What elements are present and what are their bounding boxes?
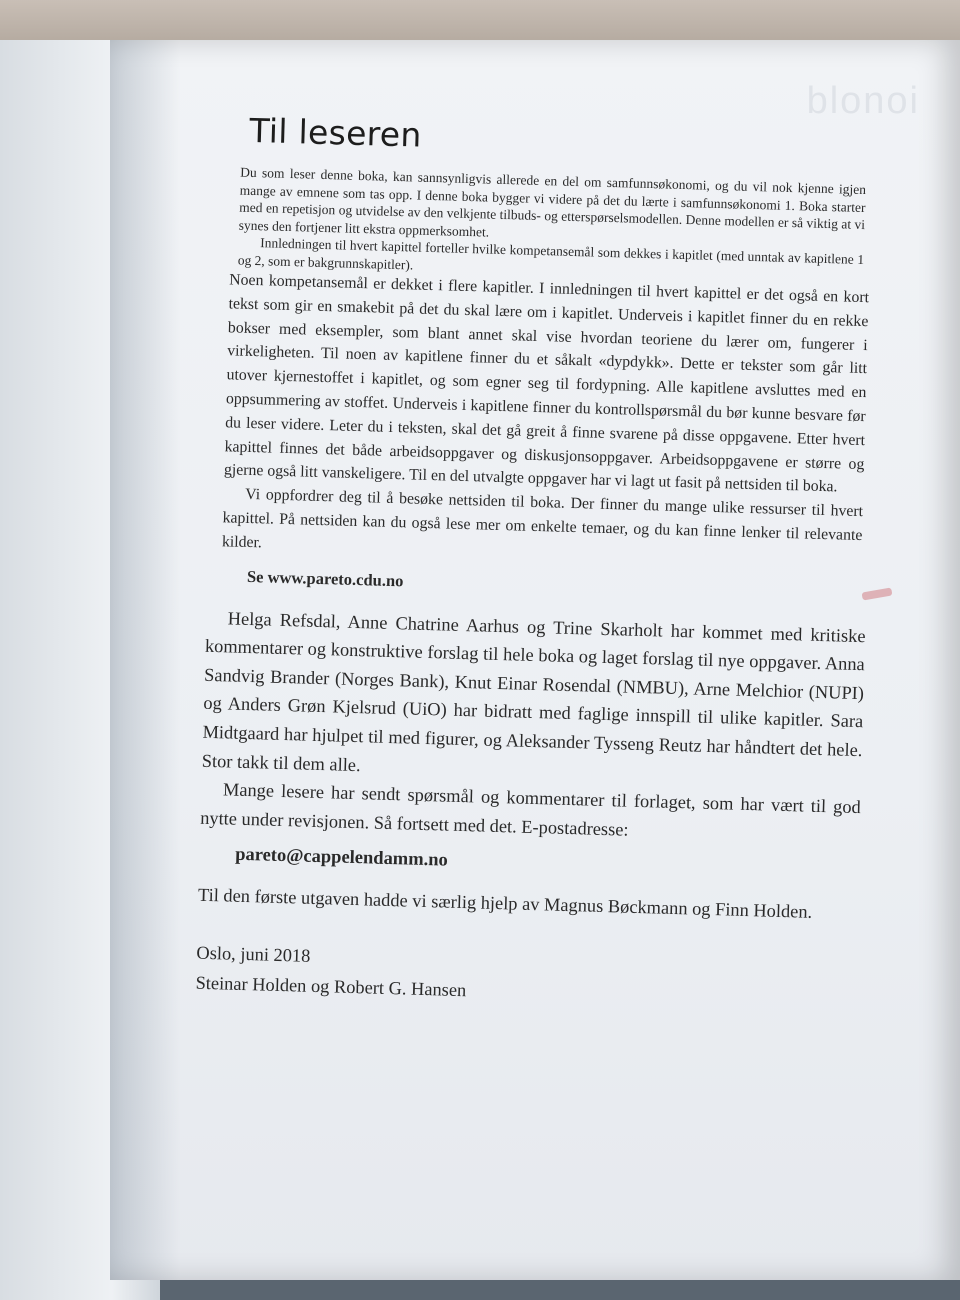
thanks-paragraph-1: Helga Refsdal, Anne Chatrine Aarhus og Trine Skarholt har kommet med kritiske kommentarer og konstruktive forslag til hele boka og laget forslag til nye oppgaver. Anna Sandvig Brander (Norges Bank), Knut Einar Rosendal (NMBU), Arne Melchior (NUPI) og Anders Grøn Kjelsrud (UiO) har bidratt med faglige innspill til ulike kapitler. Sara Midtgaard har hjulpet til med figurer, og Aleksander Tysseng Reutz har håndtert det hele. Stor takk til dem alle.: [201, 607, 866, 775]
website-reference: Se www.pareto.cdu.no: [246, 566, 404, 590]
place-date: Oslo, juni 2018: [196, 942, 311, 966]
page-gutter-shadow: [110, 40, 180, 1280]
first-edition-paragraph: Til den første utgaven hadde vi særlig hjelp av Magnus Bøckmann og Finn Holden.: [197, 885, 813, 923]
signature-block: [195, 938, 856, 1016]
intro-paragraph-2: Innledningen til hvert kapittel forteller hvilke kompetansemål som dekkes i kapitlet (med unntak av kapitlene 1 og 2, som er bakgrunnskapitler).: [237, 235, 865, 272]
intro-block: [216, 163, 879, 286]
intro-paragraph-1: Du som leser denne boka, kan sannsynligvis allerede en del om samfunnsøkonomi, og du vil nok kjenne igjen mange av emnene som tas opp. I denne boka bygger vi videre på det du lærte i samfunnsøkonomi 1. Boka starter med en repetisjon og utvidelse av den velkjente tilbuds- og etterspørselsmodellen. Denne modellen er så viktig at vi synes den fortjener litt ekstra oppmerksomhet.: [238, 164, 867, 240]
body-block: [208, 268, 876, 572]
book-page: [110, 40, 960, 1280]
show-through-header: blonoi: [806, 80, 920, 122]
first-edition-block: [198, 881, 859, 928]
page-content: [195, 110, 880, 1016]
authors: Steinar Holden og Robert G. Hansen: [195, 972, 467, 1001]
email-address: pareto@cappelendamm.no: [234, 845, 449, 871]
body-paragraph-1: Noen kompetansemål er dekket i flere kapitler. I innledningen til hvert kapittel er det også en kort tekst som gir en smakebit på det du skal lære om i kapitlet. Underveis i kapitlet finner du en rekke bokser med eksempler, som blant annet skal vise hvordan teoriene du lærer om, fungerer i virkeligheten. Til noen av kapitlene finner du et såkalt «dypdykk». Dette er tekster som går litt utover kjernestoffet i kapitlet, og som egner seg til fordypning. Alle kapitlene avsluttes med en oppsummering av stoffet. Underveis i kapitlene finner du kontrollspørsmål du bør kunne besvare før du leser videre. Leter du i teksten, skal det gå greit å finne svarene på disse oppgavene. Etter hvert kapittel finnes det både arbeidsoppgaver og diskusjonsoppgaver. Arbeidsoppgavene er større og gjerne også litt vanskeligere. Til en del utvalgte oppgaver har vi lagt ut fasit på nettsiden til boka.: [223, 271, 870, 496]
thanks-paragraph-2: Mange lesere har sendt spørsmål og kommentarer til forlaget, som har vært til god nytte under revisjonen. Så fortsett med det. E-postadresse:: [199, 779, 862, 840]
body-paragraph-2: Vi oppfordrer deg til å besøke nettsiden til boka. Der finner du mange ulike ressurser til hvert kapittel. På nettsiden kan du også lese mer om enkelte temaer, og du kan finne lenker til relevante kilder.: [221, 486, 864, 552]
page-title: Til leseren: [248, 110, 423, 155]
thanks-block: [200, 603, 866, 850]
